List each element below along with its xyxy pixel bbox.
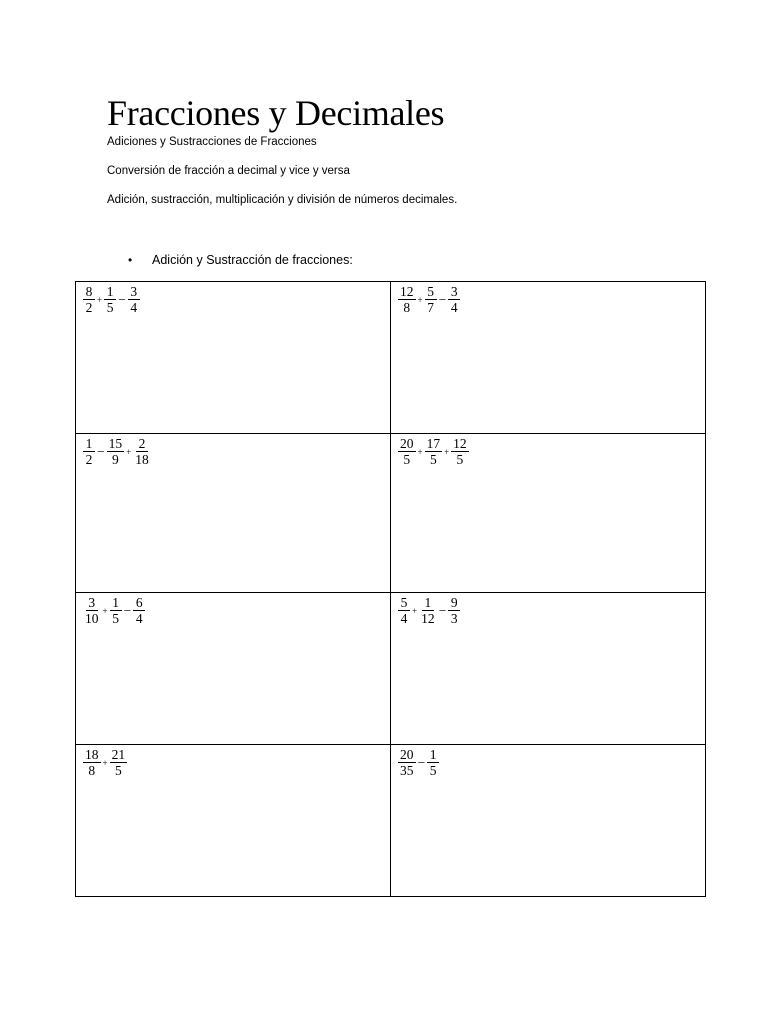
fraction [128,284,140,315]
fraction [133,436,151,467]
fraction-expression [82,747,128,778]
minus-operator: − [97,443,105,459]
denominator: 4 [130,300,138,315]
fraction [83,595,101,626]
subtitle-conversion: Conversión de fracción a decimal y vice y versa [107,165,350,177]
fraction [451,436,469,467]
fraction [398,284,416,315]
subtitle-decimal-operations: Adición, sustracción, multiplicación y división de números decimales. [107,194,458,206]
fraction [419,595,437,626]
subtitle-additions: Adiciones y Sustracciones de Fracciones [107,136,317,148]
denominator: 7 [427,300,434,315]
exercise-row [76,745,706,897]
fraction-expression [82,436,152,467]
bullet-text: Adición y Sustracción de fracciones: [152,253,353,267]
denominator: 8 [88,763,96,778]
numerator: 15 [108,436,123,451]
denominator: 4 [450,300,458,315]
numerator: 5 [425,284,437,300]
numerator: 3 [86,595,98,611]
fraction [107,436,125,467]
exercise-cell[interactable] [76,593,391,745]
numerator: 1 [104,284,116,300]
exercise-cell[interactable] [391,593,706,745]
denominator: 4 [135,611,143,626]
numerator: 8 [83,284,95,300]
numerator: 1 [427,747,439,763]
fraction [425,436,443,467]
fraction [448,595,460,626]
plus-operator: + [97,294,103,305]
numerator: 2 [136,436,148,452]
exercise-cell[interactable] [76,745,391,897]
page-title: Fracciones y Decimales [107,93,445,133]
minus-operator: − [123,602,132,618]
numerator: 17 [426,436,441,451]
numerator: 3 [128,284,140,300]
exercise-row [76,434,706,593]
minus-operator: − [438,602,447,618]
bullet-marker: • [128,253,133,267]
numerator: 20 [400,436,414,451]
denominator: 9 [112,452,119,467]
numerator: 1 [422,595,434,611]
fraction [83,284,95,315]
numerator: 1 [110,595,122,611]
denominator: 2 [85,452,93,467]
fraction [133,595,145,626]
numerator: 12 [453,436,467,451]
fraction-expression [82,595,146,626]
plus-operator: + [417,294,423,305]
minus-operator: − [438,291,447,307]
denominator: 2 [85,300,93,315]
fraction [448,284,460,315]
numerator: 6 [133,595,145,611]
numerator: 20 [400,747,414,762]
denominator: 8 [403,300,411,315]
denominator: 5 [429,763,437,778]
denominator: 18 [135,452,149,467]
plus-operator: + [417,446,423,457]
numerator: 9 [448,595,460,611]
plus-operator: + [102,605,108,616]
fraction [83,747,101,778]
exercise-cell[interactable] [391,745,706,897]
denominator: 5 [429,452,437,467]
fraction [110,747,128,778]
fraction [425,284,437,315]
plus-operator: + [126,446,132,457]
plus-operator: + [412,605,418,616]
denominator: 4 [400,611,408,626]
numerator: 12 [400,284,414,299]
denominator: 5 [456,452,464,467]
fraction-expression [397,747,440,778]
numerator: 18 [85,747,99,762]
fraction [110,595,122,626]
fraction-expression [82,284,141,315]
denominator: 35 [400,763,414,778]
minus-operator: − [417,754,426,770]
numerator: 1 [83,436,95,452]
exercise-cell[interactable] [76,282,391,434]
fraction [398,436,416,467]
fraction [83,436,95,467]
denominator: 12 [421,611,435,626]
exercise-cell[interactable] [391,434,706,593]
exercise-row [76,282,706,434]
denominator: 3 [450,611,458,626]
denominator: 10 [85,611,99,626]
fraction [427,747,439,778]
denominator: 5 [114,763,122,778]
numerator: 3 [448,284,460,300]
fraction [398,747,416,778]
fraction-expression [397,436,470,467]
fraction-expression [397,284,461,315]
denominator: 5 [403,452,411,467]
bullet-item [128,252,353,268]
exercise-row [76,593,706,745]
fraction [104,284,116,315]
minus-operator: − [118,291,126,307]
exercise-cell[interactable] [391,282,706,434]
exercise-cell[interactable] [76,434,391,593]
plus-operator: + [102,757,108,768]
fraction [398,595,410,626]
exercise-grid [75,281,706,897]
fraction-expression [397,595,461,626]
denominator: 5 [112,611,119,626]
plus-operator: + [444,446,450,457]
denominator: 5 [106,300,114,315]
numerator: 5 [398,595,410,611]
numerator: 21 [111,747,126,762]
